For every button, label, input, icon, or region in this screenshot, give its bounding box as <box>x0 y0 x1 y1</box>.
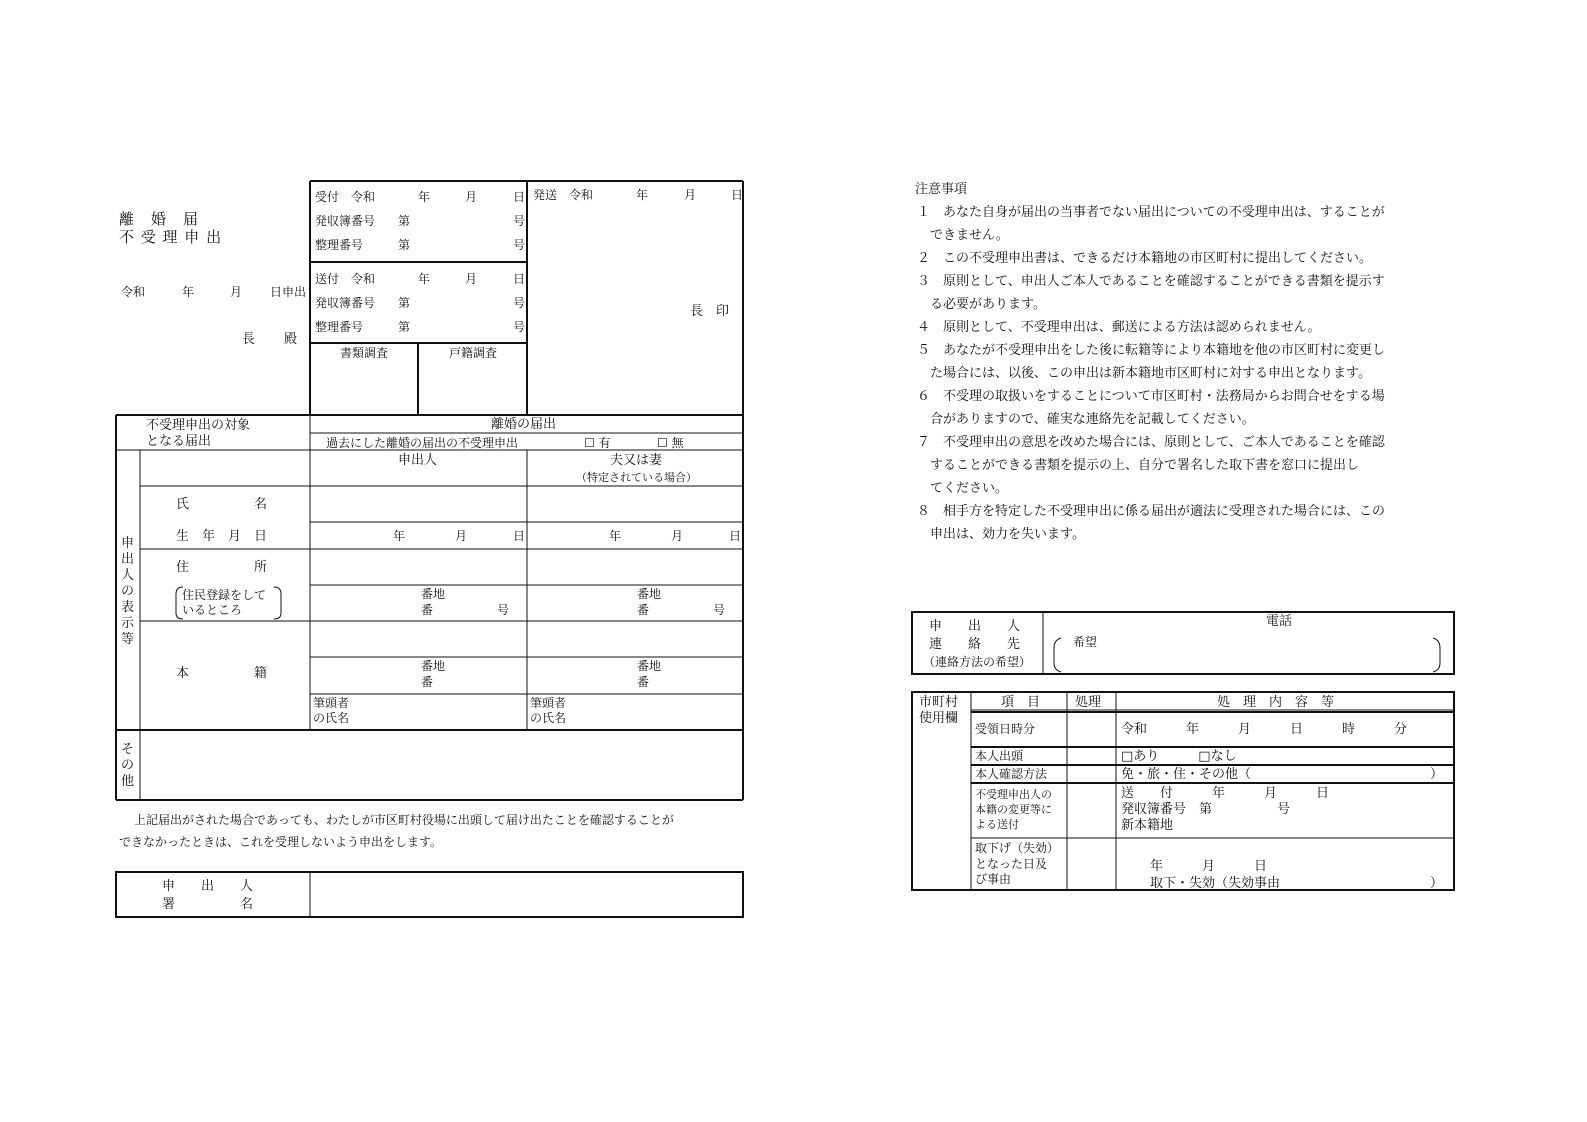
uketsuke-month: 月 <box>465 190 478 204</box>
birth-month-1: 月 <box>455 529 468 543</box>
address-go-1: 号 <box>497 603 510 617</box>
hasshu-label-1: 発収簿番号 <box>315 214 376 228</box>
change-value-2: 発収簿番号 第 号 <box>1121 802 1291 817</box>
seiri-go-2: 号 <box>513 320 526 334</box>
note-line: た場合には、以後、この申出は新本籍地市区町村に対する申出となります。 <box>917 366 1371 381</box>
birth-year-2: 年 <box>609 529 622 543</box>
hassou-month: 月 <box>684 188 697 202</box>
birth-day-2: 日 <box>729 529 742 543</box>
received-label: 受領日時分 <box>975 722 1036 736</box>
note-line: 合がありますので、確実な連絡先を記載してください。 <box>917 412 1255 427</box>
birth-year-1: 年 <box>393 529 406 543</box>
soufu-label: 送付 令和 <box>315 272 376 286</box>
row-address-label: 住 所 <box>176 560 268 575</box>
signature-field[interactable] <box>312 874 740 915</box>
withdraw-value-2: 取下・失効（失効事由 <box>1150 876 1281 891</box>
hasshu-dai-1: 第 <box>398 214 411 228</box>
appear-value[interactable]: □あり □なし <box>1121 749 1237 764</box>
mayor-dono: 殿 <box>284 332 298 347</box>
note-line: ２ この不受理申出書は、できるだけ本籍地の市区町村に提出してください。 <box>917 251 1373 266</box>
withdraw-label-2: となった日及 <box>975 857 1048 871</box>
seiri-go-1: 号 <box>513 238 526 252</box>
withdraw-label-1: 取下げ（失効） <box>975 841 1060 855</box>
hittousha-label-1b: の氏名 <box>313 711 350 725</box>
vertical-label-applicant: 申出人の表示等 <box>121 536 135 647</box>
contact-label-3: （連絡方法の希望） <box>923 655 1032 669</box>
note-line: 申出は、効力を失います。 <box>917 527 1085 542</box>
seiri-label-2: 整理番号 <box>315 320 364 334</box>
shorui-chousa: 書類調査 <box>340 346 389 360</box>
hittousha-label-2a: 筆頭者 <box>530 696 567 710</box>
signature-label-2: 署 名 <box>162 897 254 912</box>
other-label: その他 <box>121 742 135 789</box>
date-month: 月 <box>230 285 243 299</box>
row-name-label: 氏 名 <box>176 497 268 512</box>
target-value: 離婚の届出 <box>491 417 557 432</box>
soufu-year: 年 <box>418 272 431 286</box>
honseki-banchi-2: 番地 <box>637 659 662 673</box>
address-go-2: 号 <box>713 603 726 617</box>
note-line: ３ 原則として、申出人ご本人であることを確認することができる書類を提示す <box>917 274 1385 289</box>
col-applicant: 申出人 <box>398 453 438 468</box>
note-line: てください。 <box>917 481 1009 496</box>
note-line: １ あなた自身が届出の当事者でない届出についての不受理申出は、することが <box>917 205 1385 220</box>
confirm-close: ） <box>1430 767 1444 782</box>
hassou-year: 年 <box>636 188 649 202</box>
appear-label: 本人出頭 <box>975 749 1024 763</box>
note-line: ６ 不受理の取扱いをすることについて市区町村・法務局からお問合せをする場 <box>917 389 1385 404</box>
contact-wish-label: 希望 <box>1073 635 1098 649</box>
soufu-month: 月 <box>465 272 478 286</box>
past-request-label: 過去にした離婚の届出の不受理申出 <box>326 436 519 450</box>
col-spouse: 夫又は妻 <box>610 453 663 468</box>
note-line: ５ あなたが不受理申出をした後に転籍等により本籍地を他の市区町村に変更し <box>917 343 1386 358</box>
honseki-ban-1: 番 <box>421 675 434 689</box>
note-line: ８ 相手方を特定した不受理申出に係る届出が適法に受理された場合には、この <box>917 504 1386 519</box>
birth-day-1: 日 <box>513 529 526 543</box>
change-label-1: 不受理申出人の <box>975 788 1052 801</box>
birth-month-2: 月 <box>671 529 684 543</box>
honseki-banchi-1: 番地 <box>421 659 446 673</box>
uketsuke-label: 受付 令和 <box>315 190 376 204</box>
hassou-day: 日 <box>731 188 744 202</box>
note-line: できません。 <box>917 228 1009 243</box>
received-value: 令和 年 月 日 時 分 <box>1121 722 1408 737</box>
withdraw-close: ） <box>1430 876 1444 891</box>
city-use-label-1: 市町村 <box>919 695 959 710</box>
change-value-1: 送 付 年 月 日 <box>1121 786 1330 801</box>
form-title-2: 不 受 理 申 出 <box>119 228 223 246</box>
past-request-no[interactable]: ☐ 無 <box>657 436 684 450</box>
honseki-ban-2: 番 <box>637 675 650 689</box>
col-spouse-note: （特定されている場合） <box>576 471 697 484</box>
uketsuke-day: 日 <box>513 190 526 204</box>
hittousha-label-1a: 筆頭者 <box>313 696 350 710</box>
seiri-label-1: 整理番号 <box>315 238 364 252</box>
mayor-cho: 長 <box>242 332 256 347</box>
note-line: ４ 原則として、不受理申出は、郵送による方法は認められません。 <box>917 320 1321 335</box>
hassou-label: 発送 令和 <box>533 188 594 202</box>
confirm-value: 免・旅・住・その他（ <box>1121 767 1252 782</box>
date-era: 令和 <box>121 285 146 299</box>
notes-title: 注意事項 <box>915 182 968 197</box>
hasshu-go-1: 号 <box>513 214 526 228</box>
note-line: ７ 不受理申出の意思を改めた場合には、原則として、ご本人であることを確認 <box>917 435 1385 450</box>
contact-label-1: 申 出 人 <box>929 619 1021 634</box>
hassou-seal: 長 印 <box>690 304 730 319</box>
city-header-proc: 処理 <box>1075 695 1102 710</box>
change-value-3: 新本籍地 <box>1121 818 1174 833</box>
uketsuke-year: 年 <box>418 190 431 204</box>
city-header-item: 項 目 <box>1001 695 1041 710</box>
statement-line-1: 上記届出がされた場合であっても、わたしが市区町村役場に出頭して届け出たことを確認することが <box>134 813 674 827</box>
past-request-yes[interactable]: ☐ 有 <box>584 436 611 450</box>
address-ban-1: 番 <box>421 603 434 617</box>
withdraw-label-3: び事由 <box>975 872 1012 886</box>
hittousha-label-2b: の氏名 <box>530 711 567 725</box>
note-line: することができる書類を提示の上、自分で署名した取下書を窓口に提出し <box>917 458 1360 473</box>
address-banchi-2: 番地 <box>637 587 662 601</box>
hasshu-go-2: 号 <box>513 296 526 310</box>
form-title-1: 離 婚 届 <box>119 210 200 228</box>
date-day-applied: 日申出 <box>270 285 307 299</box>
statement-line-2: できなかったときは、これを受理しないよう申出をします。 <box>119 835 443 849</box>
hasshu-dai-2: 第 <box>398 296 411 310</box>
seiri-dai-1: 第 <box>398 238 411 252</box>
change-label-2: 本籍の変更等に <box>975 803 1052 816</box>
address-ban-2: 番 <box>637 603 650 617</box>
address-banchi-1: 番地 <box>421 587 446 601</box>
withdraw-value-1: 年 月 日 <box>1150 859 1268 874</box>
confirm-label: 本人確認方法 <box>975 767 1048 781</box>
change-label-3: よる送付 <box>975 818 1019 831</box>
target-label-1: 不受理申出の対象 <box>146 418 251 433</box>
row-birth-label: 生 年 月 日 <box>176 529 268 544</box>
note-line: る必要があります。 <box>917 297 1046 312</box>
seiri-dai-2: 第 <box>398 320 411 334</box>
contact-phone-label: 電話 <box>1266 614 1293 629</box>
contact-label-2: 連 絡 先 <box>929 637 1021 652</box>
hasshu-label-2: 発収簿番号 <box>315 296 376 310</box>
address-note-2: いるところ <box>182 603 243 617</box>
city-use-label-2: 使用欄 <box>919 711 959 726</box>
city-header-content: 処 理 内 容 等 <box>1217 695 1335 710</box>
soufu-day: 日 <box>513 272 526 286</box>
signature-label-1: 申 出 人 <box>162 879 254 894</box>
address-note-1: 住民登録をして <box>182 588 267 602</box>
row-honseki-label: 本 籍 <box>176 666 268 681</box>
date-year: 年 <box>182 285 195 299</box>
target-label-2: となる届出 <box>146 434 212 449</box>
koseki-chousa: 戸籍調査 <box>449 346 498 360</box>
